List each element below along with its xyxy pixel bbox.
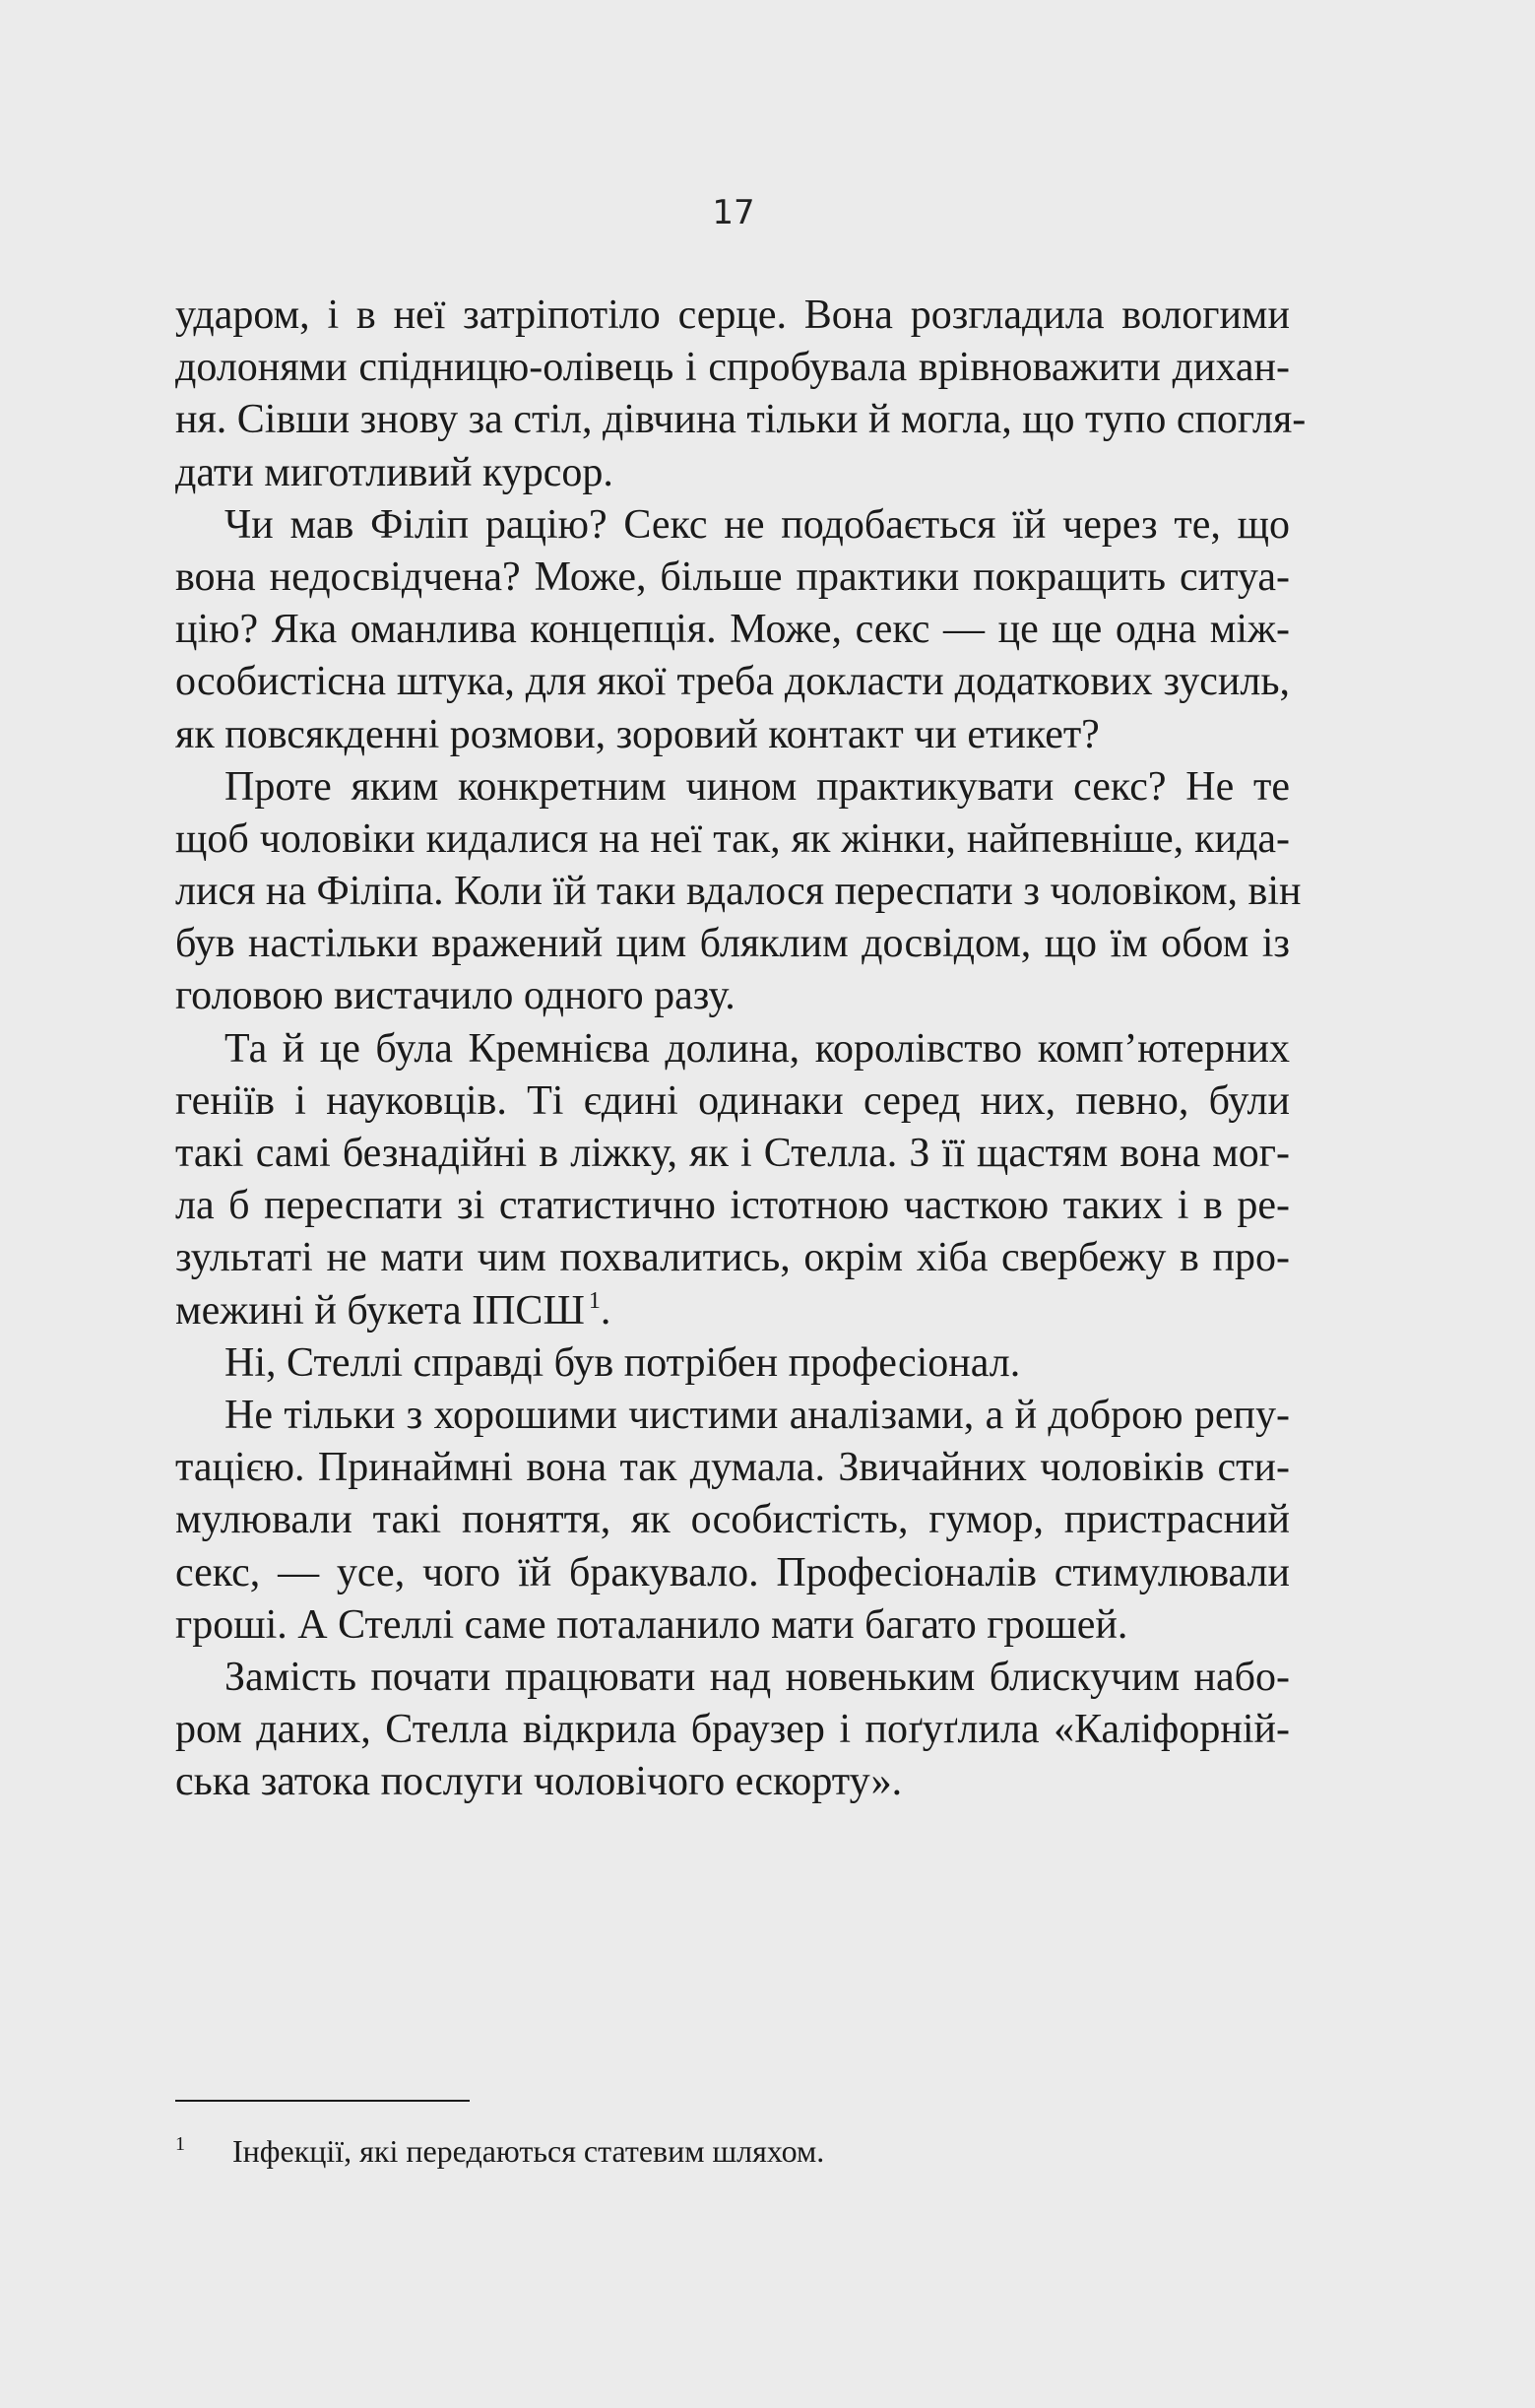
paragraph — [175, 1023, 1290, 1337]
text-line-content: межині й букета ІПСШ — [175, 1287, 585, 1334]
paragraph — [175, 1652, 1290, 1809]
paragraph — [175, 1390, 1290, 1652]
text-line: Та й це була Кремнієва долина, королівство комп’ютерних — [224, 1025, 1290, 1072]
footnote-text: Інфекції, які передаються статевим шляхом. — [232, 2133, 825, 2169]
text-line: особистісна штука, для якої треба докласти додаткових зусиль, — [175, 659, 1290, 705]
text-line: тацією. Принаймні вона так думала. Звичайних чоловіків сти- — [175, 1445, 1290, 1491]
body-text — [175, 290, 1307, 1808]
text-line: секс, — усе, чого їй бракувало. Професіоналів стимулювали — [175, 1549, 1290, 1595]
footnote-reference: 1 — [588, 1287, 601, 1314]
text-line: мулювали такі поняття, як особистість, гумор, пристрасний — [175, 1497, 1290, 1543]
text-line: був настільки вражений цим бляклим досвідом, що їм обом із — [175, 921, 1290, 967]
text-line: лися на Філіпа. Коли їй таки вдалося переспати з чоловіком, він — [175, 869, 1302, 915]
text-line: ударом, і в неї затріпотіло серце. Вона розгладила вологими — [175, 293, 1290, 338]
text-line: як повсякденні розмови, зоровий контакт чи етикет? — [175, 711, 1100, 757]
text-line: Не тільки з хорошими чистими аналізами, а й доброю репу- — [224, 1392, 1290, 1438]
text-line: Ні, Стеллі справді був потрібен професіонал. — [224, 1339, 1021, 1386]
text-line: Замість почати працювати над новеньким блискучим набо- — [224, 1654, 1290, 1700]
trailing-punctuation: . — [600, 1287, 611, 1334]
footnote-mark: 1 — [175, 2133, 185, 2155]
text-line: дати миготливий курсор. — [175, 449, 613, 495]
text-line: щоб чоловіки кидалися на неї так, як жінки, найпевніше, кида- — [175, 815, 1290, 862]
text-line: ська затока послуги чоловічого ескорту». — [175, 1759, 903, 1805]
text-line: геніїв і науковців. Ті єдині одинаки серед них, певно, були — [175, 1077, 1290, 1124]
text-line: такі самі безнадійні в ліжку, як і Стелла. З її щастям вона мог- — [175, 1131, 1290, 1176]
text-line: цію? Яка оманлива концепція. Може, секс — це ще одна між- — [175, 607, 1290, 653]
text-line: ня. Сівши знову за стіл, дівчина тільки й могла, що тупо спогля- — [175, 397, 1307, 443]
text-line: вона недосвідчена? Може, більше практики покращить ситуа- — [175, 553, 1290, 600]
text-line — [175, 1285, 1290, 1337]
text-line: долонями спідницю-олівець і спробувала врівноважити дихан- — [175, 345, 1290, 391]
paragraph — [175, 1337, 1290, 1390]
text-line: гроші. А Стеллі саме поталанило мати багато грошей. — [175, 1601, 1128, 1648]
paragraph — [175, 761, 1302, 1023]
text-line: Проте яким конкретним чином практикувати секс? Не те — [224, 763, 1290, 810]
footnote — [175, 2124, 824, 2171]
text-line: ла б переспати зі статистично істотною часткою таких і в ре- — [175, 1183, 1290, 1229]
text-line: головою вистачило одного разу. — [175, 973, 736, 1019]
text-line: зультаті не мати чим похвалитись, окрім хіба свербежу в про- — [175, 1235, 1290, 1281]
text-line: ром даних, Стелла відкрила браузер і поґуґлила «Каліфорній- — [175, 1707, 1290, 1753]
text-line: Чи мав Філіп рацію? Секс не подобається їй через те, що — [224, 501, 1290, 548]
page-number: 17 — [712, 193, 755, 232]
paragraph — [175, 499, 1290, 761]
footnote-divider — [175, 2100, 470, 2102]
paragraph — [175, 290, 1307, 499]
